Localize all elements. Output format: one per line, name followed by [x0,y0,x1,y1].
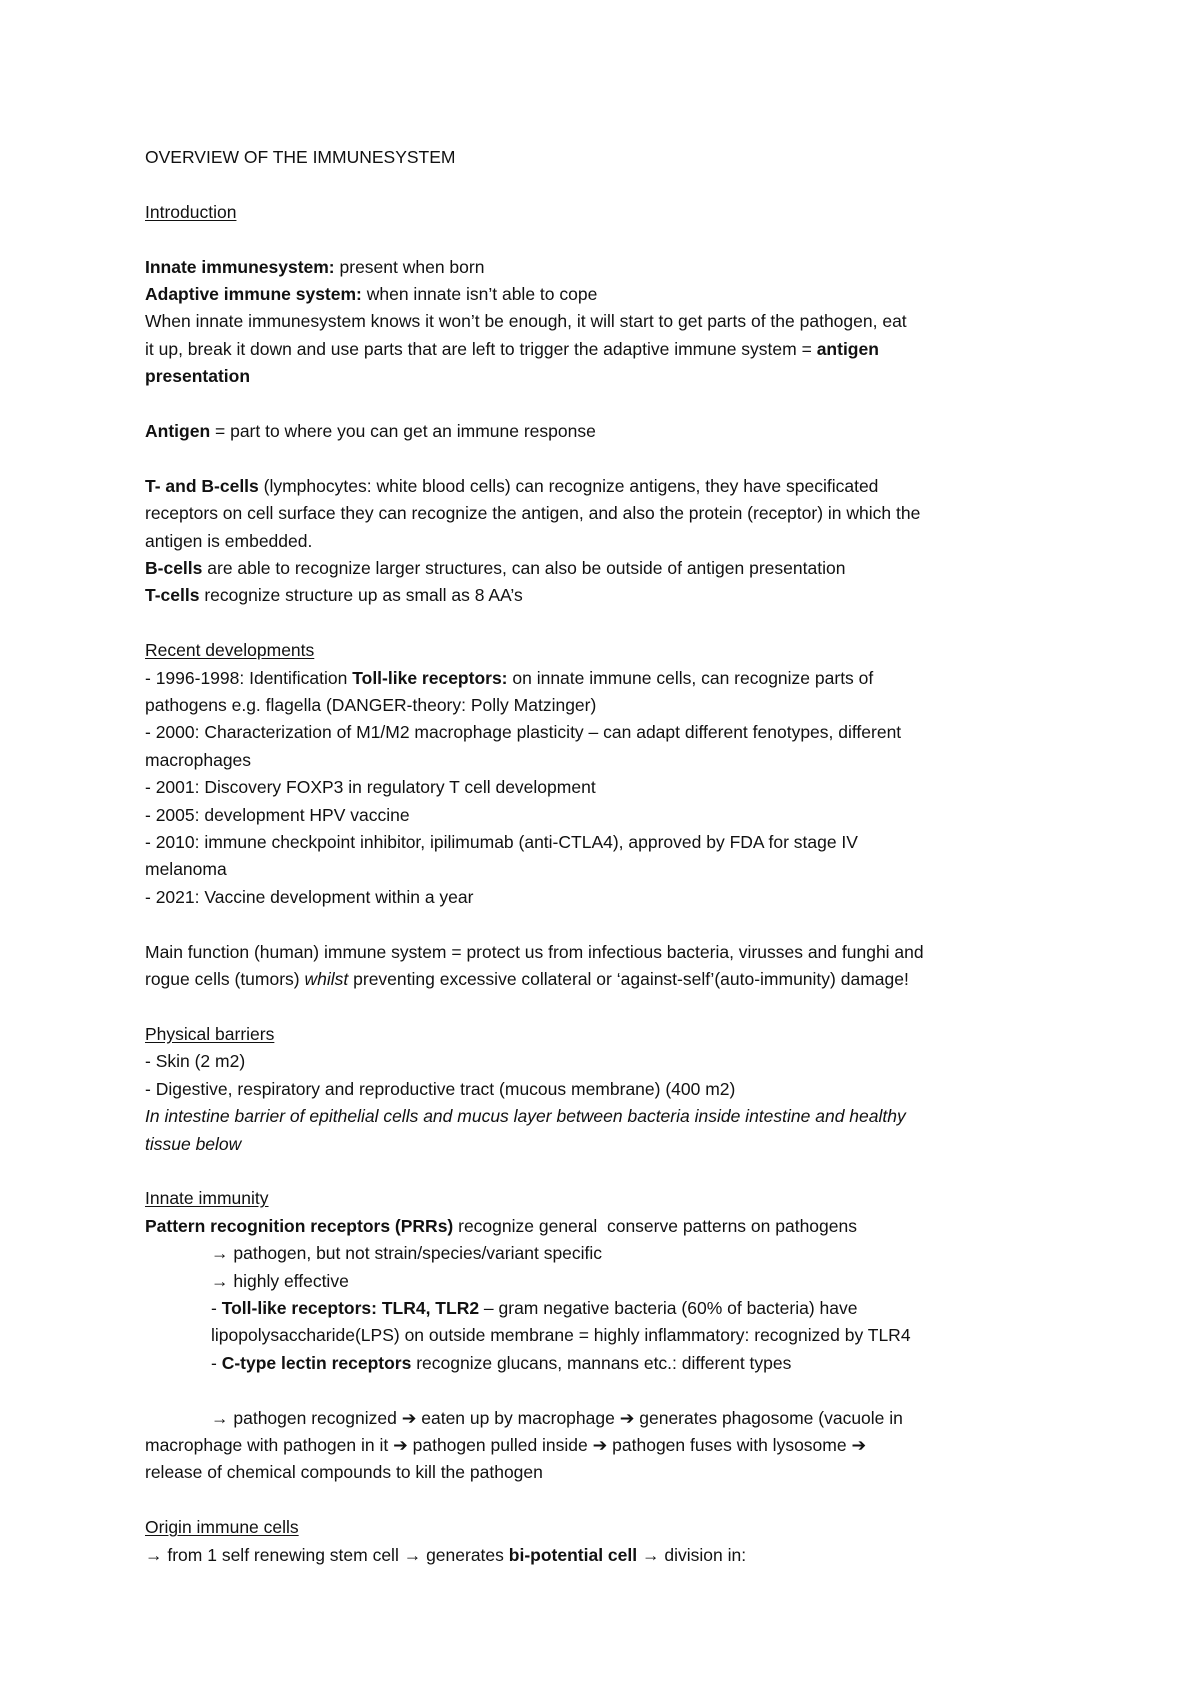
paragraph-line: release of chemical compounds to kill the pathogen [145,1462,543,1483]
paragraph-line: rogue cells (tumors) whilst preventing excessive collateral or ‘against-self’(auto-immunity) damage! [145,969,909,990]
section-heading-recent-developments: Recent developments [145,640,315,661]
list-item: lipopolysaccharide(LPS) on outside membrane = highly inflammatory: recognized by TLR4 [211,1325,911,1346]
page-title: OVERVIEW OF THE IMMUNESYSTEM [145,147,456,167]
section-heading-physical-barriers: Physical barriers [145,1023,275,1044]
paragraph-line: Main function (human) immune system = protect us from infectious bacteria, virusses and funghi and [145,941,924,962]
paragraph-line: antigen is embedded. [145,530,313,551]
paragraph-line: When innate immunesystem knows it won’t be enough, it will start to get parts of the pathogen, eat [145,311,907,332]
list-item: - 2001: Discovery FOXP3 in regulatory T cell development [145,777,596,798]
list-item: melanoma [145,859,227,880]
list-item: pathogens e.g. flagella (DANGER-theory: Polly Matzinger) [145,695,597,716]
list-item: - Skin (2 m2) [145,1051,246,1072]
bold-arrow-icon: ➔ [619,1407,635,1428]
paragraph-line: → pathogen recognized ➔ eaten up by macrophage ➔ generates phagosome (vacuole in [211,1407,903,1428]
section-heading-origin-immune-cells: Origin immune cells [145,1517,299,1538]
adaptive-definition: Adaptive immune system: when innate isn’t able to cope [145,284,598,304]
section-heading-introduction: Introduction [145,201,237,222]
innate-definition: Innate immunesystem: present when born [145,256,485,277]
list-item: - Digestive, respiratory and reproductive tract (mucous membrane) (400 m2) [145,1078,736,1099]
italic-note: In intestine barrier of epithelial cells and mucus layer between bacteria inside intestine and healthy [145,1106,906,1127]
antigen-definition: Antigen = part to where you can get an immune response [145,421,596,442]
b-cells-line: B-cells are able to recognize larger structures, can also be outside of antigen presentation [145,558,846,579]
list-item: - Toll-like receptors: TLR4, TLR2 – gram negative bacteria (60% of bacteria) have [211,1297,858,1318]
arrow-icon: → [403,1544,422,1565]
section-heading-innate-immunity: Innate immunity [145,1188,269,1209]
list-item: - 2005: development HPV vaccine [145,804,410,825]
t-cells-line: T-cells recognize structure up as small as 8 AA’s [145,585,523,606]
italic-note: tissue below [145,1133,242,1154]
paragraph-line: it up, break it down and use parts that are left to trigger the adaptive immune system = antigen [145,338,879,359]
document-content [145,144,1065,1569]
list-item: - C-type lectin receptors recognize glucans, mannans etc.: different types [211,1352,792,1373]
bold-arrow-icon: ➔ [401,1407,417,1428]
arrow-icon: → [211,1270,229,1291]
list-item: - 1996-1998: Identification Toll-like receptors: on innate immune cells, can recognize parts of [145,667,874,688]
bold-arrow-icon: ➔ [393,1434,408,1455]
list-item: macrophages [145,749,252,770]
paragraph-line: receptors on cell surface they can recognize the antigen, and also the protein (receptor) in which the [145,503,921,524]
paragraph-line: → from 1 self renewing stem cell → generates bi-potential cell → division in: [145,1544,747,1565]
bold-arrow-icon: ➔ [592,1434,608,1455]
list-item: → pathogen, but not strain/species/variant specific [211,1243,603,1264]
arrow-icon: → [642,1544,660,1565]
list-item: → highly effective [211,1270,349,1291]
arrow-icon: → [145,1544,163,1565]
list-item: - 2010: immune checkpoint inhibitor, ipilimumab (anti-CTLA4), approved by FDA for stage IV [145,832,858,853]
arrow-icon: → [211,1407,229,1428]
paragraph-line: macrophage with pathogen in it ➔ pathogen pulled inside ➔ pathogen fuses with lysosome ➔ [145,1434,867,1455]
bold-arrow-icon: ➔ [851,1434,867,1455]
paragraph-line: T- and B-cells (lymphocytes: white blood cells) can recognize antigens, they have specificated [145,475,879,496]
paragraph-line: presentation [145,366,251,387]
list-item: - 2000: Characterization of M1/M2 macrophage plasticity – can adapt different fenotypes, different [145,722,902,743]
arrow-icon: → [211,1243,229,1264]
list-item: - 2021: Vaccine development within a year [145,886,474,907]
paragraph-line: Pattern recognition receptors (PRRs) recognize general conserve patterns on pathogens [145,1215,857,1236]
